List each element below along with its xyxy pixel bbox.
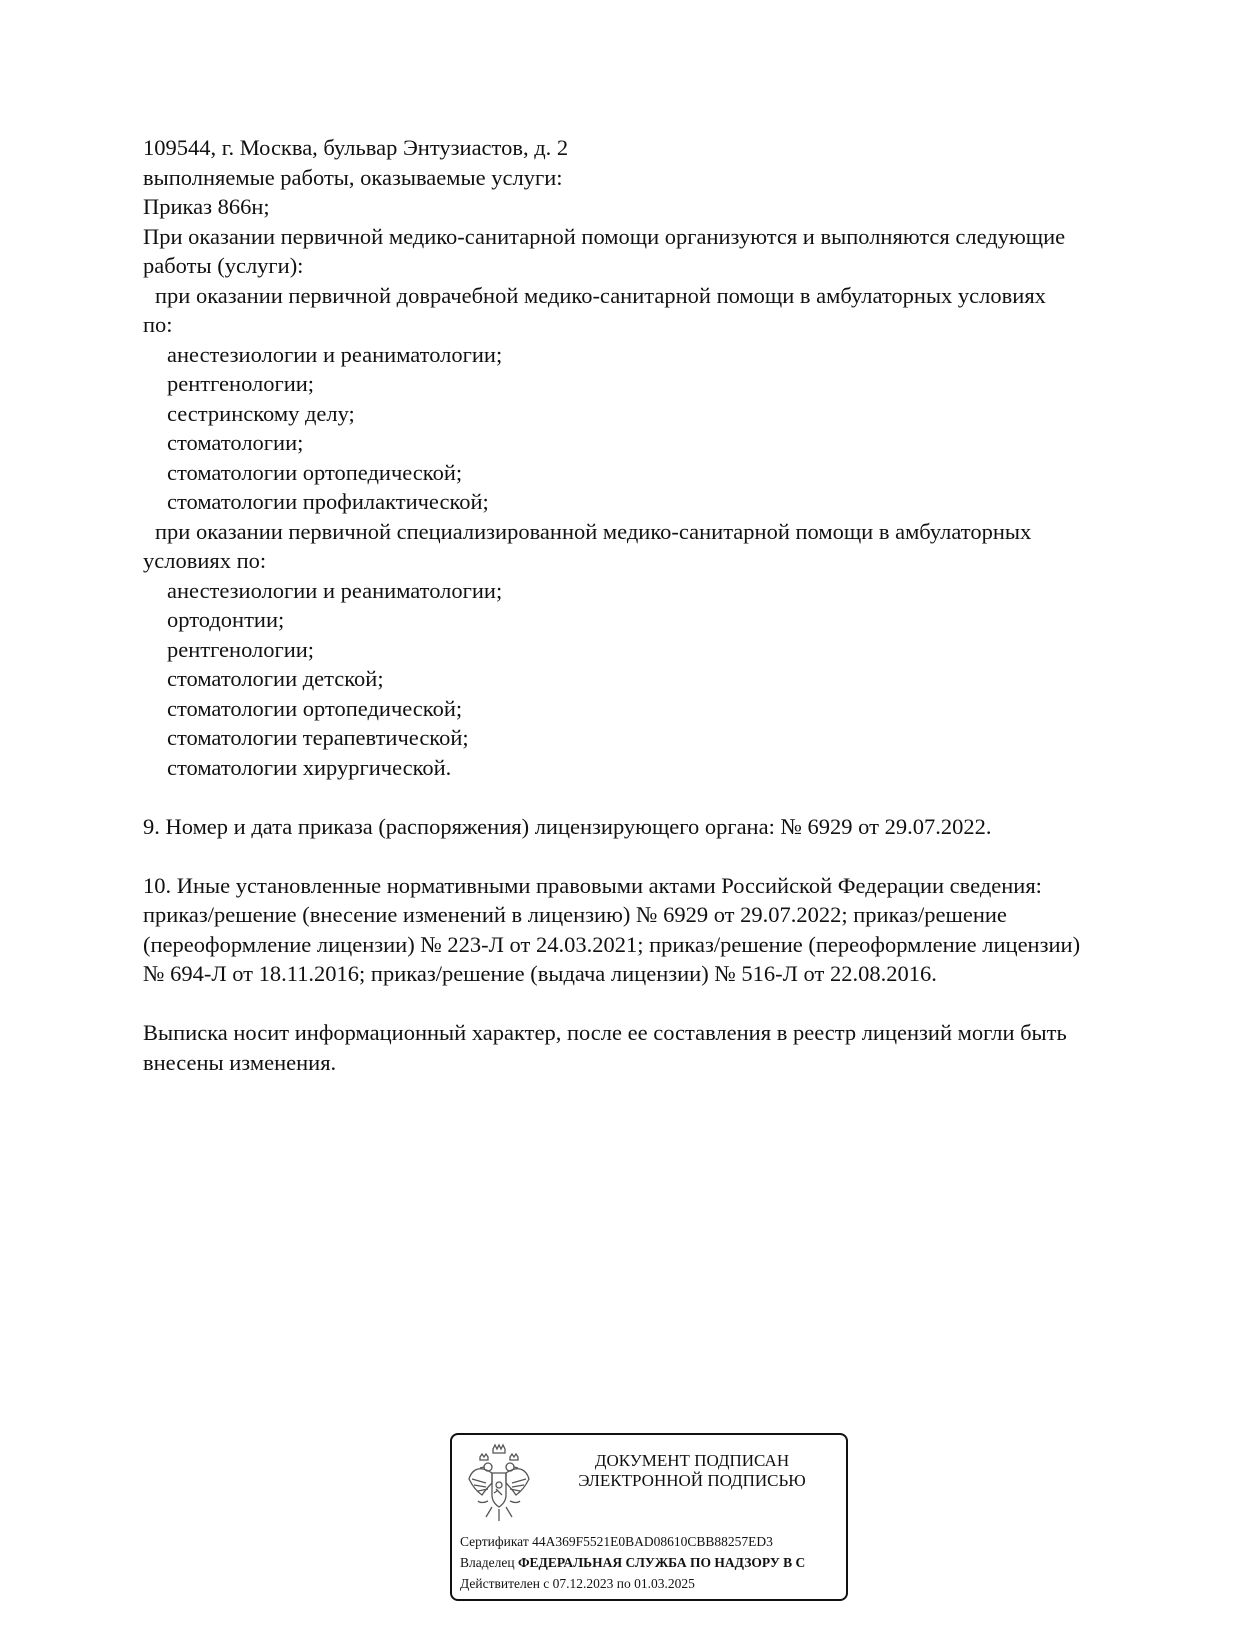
text-line: сестринскому делу; xyxy=(167,400,355,426)
text-line: стоматологии терапевтической; xyxy=(167,725,469,750)
text-line: стоматологии профилактической; xyxy=(167,489,489,514)
text-line: приказ/решение (внесение изменений в лицензию) № 6929 от 29.07.2022; приказ/решение xyxy=(143,902,1007,927)
blank-line xyxy=(143,782,1163,812)
electronic-signature-stamp xyxy=(450,1433,848,1601)
stamp-title-line-1: ДОКУМЕНТ ПОДПИСАН xyxy=(594,1451,790,1470)
stamp-title-line-2: ЭЛЕКТРОННОЙ ПОДПИСЬЮ xyxy=(578,1471,806,1490)
validity-row: Действителен с 07.12.2023 по 01.03.2025 xyxy=(460,1576,695,1591)
blank-line xyxy=(143,841,1163,871)
owner-value: ФЕДЕРАЛЬНАЯ СЛУЖБА ПО НАДЗОРУ В С xyxy=(517,1555,806,1570)
text-line: при оказании первичной доврачебной медико-санитарной помощи в амбулаторных условиях xyxy=(155,282,1046,308)
stamp-title xyxy=(547,1451,837,1491)
blank-line xyxy=(143,989,1163,1019)
text-line: условиях по: xyxy=(143,548,267,573)
text-line: Приказ 866н; xyxy=(143,194,270,219)
owner-label: Владелец xyxy=(460,1555,515,1570)
stamp-details xyxy=(460,1531,844,1594)
text-line: стоматологии ортопедической; xyxy=(167,459,463,485)
owner-row xyxy=(460,1552,844,1573)
text-line: рентгенологии; xyxy=(167,371,315,396)
certificate-row xyxy=(460,1531,844,1552)
text-line: 9. Номер и дата приказа (распоряжения) лицензирующего органа: № 6929 от 29.07.2022. xyxy=(143,813,992,839)
text-line: выполняемые работы, оказываемые услуги: xyxy=(143,164,563,190)
russian-coat-of-arms-icon xyxy=(466,1443,532,1525)
document-body xyxy=(143,133,1163,1077)
text-line: стоматологии хирургической. xyxy=(167,754,452,780)
text-line: (переоформление лицензии) № 223-Л от 24.03.2021; приказ/решение (переоформление лицензии) xyxy=(143,931,1081,957)
text-line: рентгенологии; xyxy=(167,636,315,662)
text-line: № 694-Л от 18.11.2016; приказ/решение (выдача лицензии) № 516-Л от 22.08.2016. xyxy=(143,961,937,986)
text-line: При оказании первичной медико-санитарной помощи организуются и выполняются следующие xyxy=(143,223,1066,249)
certificate-label: Сертификат xyxy=(460,1534,529,1549)
text-line: по: xyxy=(143,312,173,337)
text-line: анестезиологии и реаниматологии; xyxy=(167,341,503,367)
certificate-value: 44A369F5521E0BAD08610CBB88257ED3 xyxy=(532,1534,773,1549)
text-line: Выписка носит информационный характер, после ее составления в реестр лицензий могли быть xyxy=(143,1020,1067,1045)
text-line: стоматологии ортопедической; xyxy=(167,695,463,721)
text-line: 109544, г. Москва, бульвар Энтузиастов, д. 2 xyxy=(143,135,569,160)
text-line: 10. Иные установленные нормативными правовыми актами Российской Федерации сведения: xyxy=(143,872,1042,898)
text-line: работы (услуги): xyxy=(143,253,304,278)
text-line: ортодонтии; xyxy=(167,607,285,632)
text-line: стоматологии детской; xyxy=(167,666,384,691)
text-line: внесены изменения. xyxy=(143,1049,337,1075)
text-line: анестезиологии и реаниматологии; xyxy=(167,577,503,603)
text-line: стоматологии; xyxy=(167,430,304,455)
text-line: при оказании первичной специализированной медико-санитарной помощи в амбулаторных xyxy=(155,518,1032,544)
